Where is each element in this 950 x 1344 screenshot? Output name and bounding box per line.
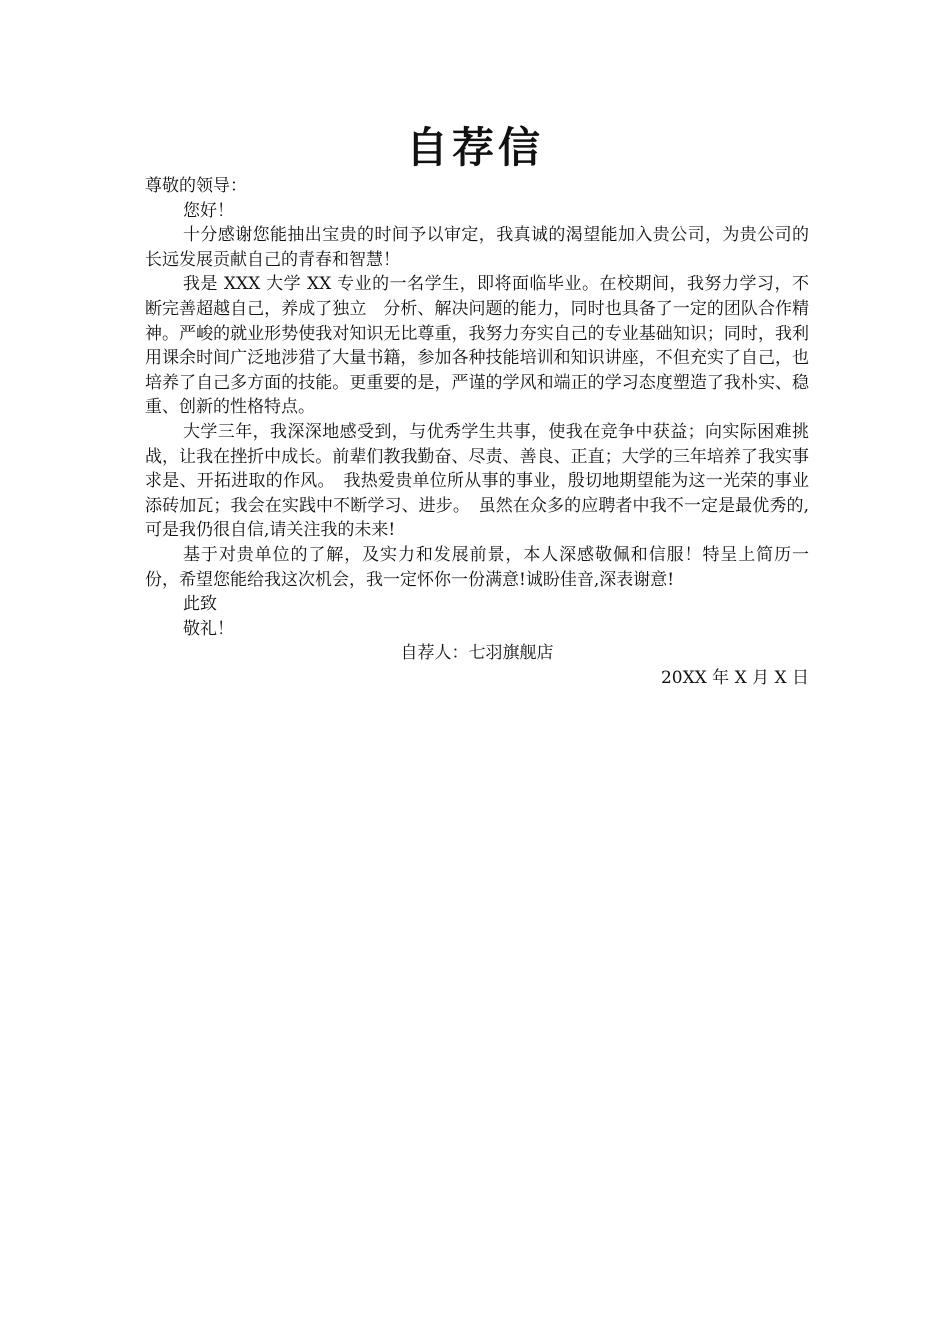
paragraph-intro: 十分感谢您能抽出宝贵的时间予以审定，我真诚的渴望能加入贵公司，为贵公司的长远发展贡献自己的青春和智慧！ bbox=[145, 225, 809, 270]
closing-line-1: 此致 bbox=[183, 594, 217, 615]
document-title: 自荐信 bbox=[405, 123, 544, 172]
date: 20XX 年 X 月 X 日 bbox=[660, 667, 809, 688]
paragraph-background: 我是 XXX 大学 XX 专业的一名学生，即将面临毕业。在校期间，我努力学习，不断完善超越自己，养成了独立 分析、解决问题的能力，同时也具备了一定的团队合作精神。严峻的就业形势使我对知识无比尊重，我努力夯实自己的专业基础知识；同时，我利用课余时间广泛地涉猎了大量书籍，参加各种技能培训和知识讲座，不但充实了自己，也培养了自己多方面的技能。更重要的是，严谨的学风和端正的学习态度塑造了我朴实、稳重、创新的性格特点。 bbox=[145, 274, 809, 418]
greeting: 您好！ bbox=[183, 200, 234, 221]
letter-body bbox=[145, 174, 809, 690]
salutation: 尊敬的领导： bbox=[145, 176, 247, 196]
paragraph-experience: 大学三年，我深深地感受到，与优秀学生共事，使我在竞争中获益；向实际困难挑战，让我在挫折中成长。前辈们教我勤奋、尽责、善良、正直；大学的三年培养了我实事求是、开拓进取的作风。 我热爱贵单位所从事的事业，殷切地期望能为这一光荣的事业添砖加瓦；我会在实践中不断学习、进步。 虽然在众多的应聘者中我不一定是最优秀的,可是我仍很自信,请关注我的未来! bbox=[145, 421, 809, 541]
signature: 自荐人：七羽旗舰店 bbox=[400, 643, 554, 664]
paragraph-request: 基于对贵单位的了解，及实力和发展前景，本人深感敬佩和信服！特呈上简历一份，希望您能给我这次机会，我一定怀你一份满意!诚盼佳音,深表谢意! bbox=[145, 544, 809, 590]
closing-line-2: 敬礼！ bbox=[183, 618, 234, 639]
